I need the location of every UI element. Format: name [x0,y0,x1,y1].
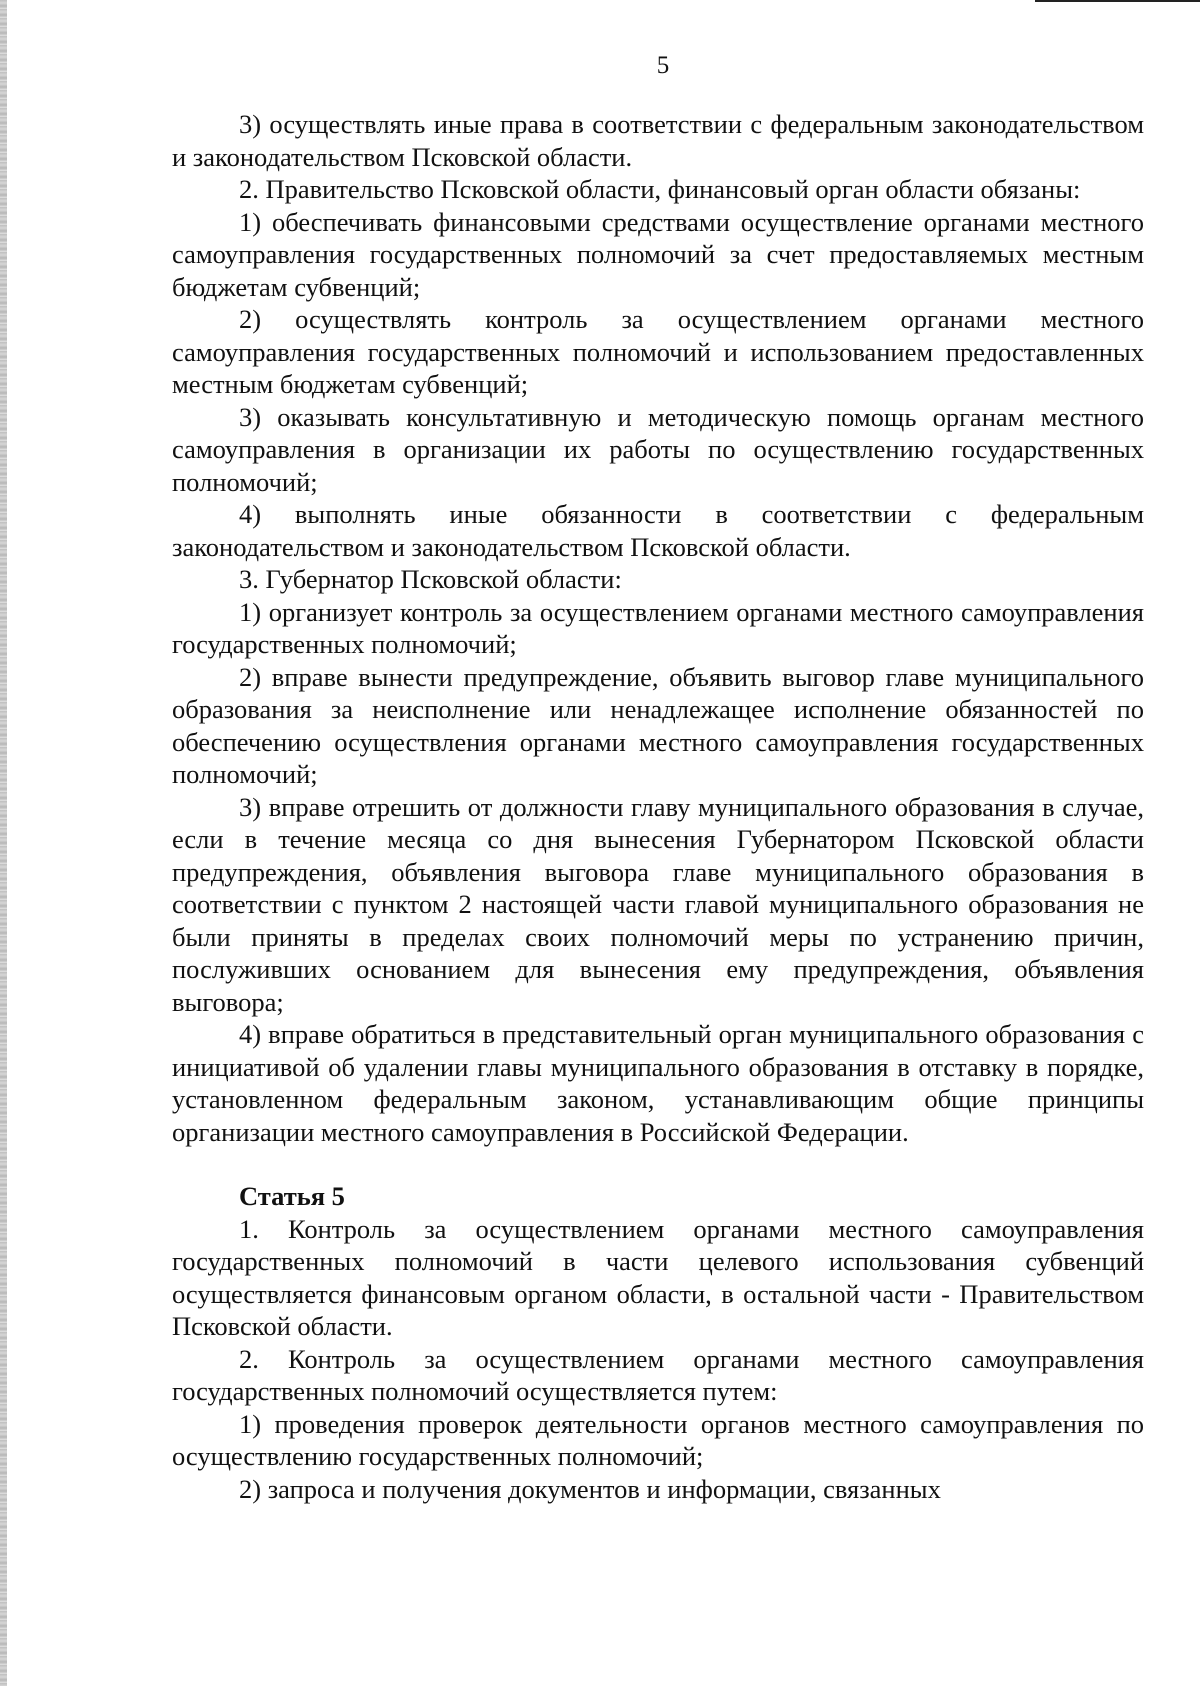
paragraph: 2. Правительство Псковской области, финансовый орган области обязаны: [239,174,1081,204]
paragraph: 2. Контроль за осуществлением органами местного самоуправления государственных полномочий осуществляется путем: [172,1343,1144,1406]
paragraph: 2) запроса и получения документов и информации, связанных [239,1473,941,1504]
paragraph: 4) выполнять иные обязанности в соответствии с федеральным законодательством и законодательством Псковской области. [172,499,1144,562]
paragraph: 2) осуществлять контроль за осуществлением органами местного самоуправления государственных полномочий и использованием предоставленных местным бюджетам субвенций; [172,304,1144,399]
paragraph: 3) осуществлять иные права в соответствии с федеральным законодательством и законодательством Псковской области. [172,109,1144,172]
section-spacer [172,1148,1144,1180]
document-body [172,108,1144,1505]
top-right-rule [1035,0,1200,2]
scan-edge-shadow [0,0,7,1686]
paragraph: 3) оказывать консультативную и методическую помощь органам местного самоуправления в организации их работы по осуществлению государственных полномочий; [172,401,1144,497]
paragraph: 1) проведения проверок деятельности органов местного самоуправления по осуществлению государственных полномочий; [172,1408,1144,1471]
paragraph: 1) обеспечивать финансовыми средствами осуществление органами местного самоуправления государственных полномочий за счет предоставляемых местным бюджетам субвенций; [172,206,1144,302]
page-number: 5 [656,52,670,79]
paragraph: 4) вправе обратиться в представительный орган муниципального образования с инициативой об удалении главы муниципального образования в отставку в порядке, установленном федеральным законом, устанавливающим общие принципы организации местного самоуправления в Российской Федерации. [172,1019,1144,1147]
paragraph: 1) организует контроль за осуществлением органами местного самоуправления государственных полномочий; [172,596,1144,659]
article-heading: Статья 5 [239,1181,345,1211]
paragraph: 1. Контроль за осуществлением органами местного самоуправления государственных полномочий в части целевого использования субвенций осуществляется финансовым органом области, в остальной части - Правительством Псковской области. [172,1213,1144,1341]
paragraph: 2) вправе вынести предупреждение, объявить выговор главе муниципального образования за неисполнение или ненадлежащее исполнение обязанностей по обеспечению осуществления органами местного самоуправления государственных полномочий; [172,661,1144,789]
paragraph: 3. Губернатор Псковской области: [239,564,622,594]
paragraph: 3) вправе отрешить от должности главу муниципального образования в случае, если в течение месяца со дня вынесения Губернатором Псковской области предупреждения, объявления выговора главе муниципального образования в соответствии с пунктом 2 настоящей части главой муниципального образования не были приняты в пределах своих полномочий меры по устранению причин, послуживших основанием для вынесения ему предупреждения, объявления выговора; [172,791,1144,1017]
